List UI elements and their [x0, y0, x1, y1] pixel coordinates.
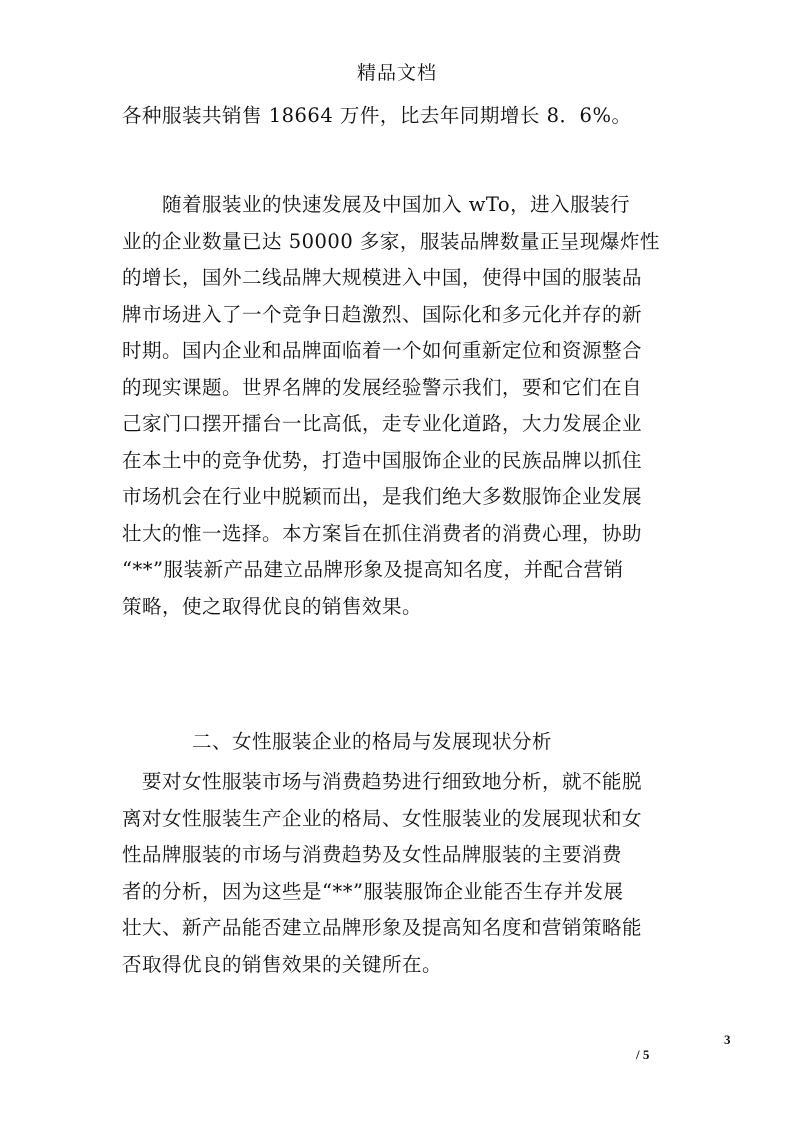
- paragraph-line: 性品牌服装的市场与消费趋势及女性品牌服装的主要消费: [122, 843, 623, 866]
- page-total: / 5: [636, 1047, 650, 1062]
- paragraph-line: 各种服装共销售 18664 万件，比去年同期增长 8．6%。: [122, 104, 632, 127]
- paragraph-line: 随着服装业的快速发展及中国加入 wTo，进入服装行: [122, 193, 631, 216]
- paragraph-line: 业的企业数量已达 50000 多家，服装品牌数量正呈现爆炸性: [122, 229, 660, 253]
- page-header-title: 精品文档: [356, 62, 437, 84]
- paragraph-line: 时期。国内企业和品牌面临着一个如何重新定位和资源整合: [122, 339, 643, 362]
- paragraph-line: 要对女性服装市场与消费趋势进行细致地分析，就不能脱: [122, 770, 643, 793]
- paragraph-line: 的现实课题。世界名牌的发展经验警示我们，要和它们在自: [122, 375, 643, 399]
- paragraph-line: 壮大、新产品能否建立品牌形象及提高知名度和营销策略能: [122, 916, 643, 939]
- paragraph-line: 的增长，国外二线品牌大规模进入中国，使得中国的服装品: [122, 266, 643, 289]
- paragraph-line: 市场机会在行业中脱颖而出，是我们绝大多数服饰企业发展: [122, 485, 643, 508]
- paragraph-line: 者的分析，因为这些是“**”服装服饰企业能否生存并发展: [122, 879, 624, 903]
- section-heading: 二、女性服装企业的格局与发展现状分析: [192, 730, 553, 753]
- paragraph-line: 离对女性服装生产企业的格局、女性服装业的发展现状和女: [122, 806, 643, 830]
- paragraph-line: 否取得优良的销售效果的关键所在。: [122, 952, 443, 976]
- paragraph-1: [122, 98, 682, 135]
- paragraph-2: [122, 187, 682, 625]
- paragraph-3: [122, 764, 682, 983]
- paragraph-line: 壮大的惟一选择。本方案旨在抓住消费者的消费心理，协助: [122, 521, 643, 545]
- paragraph-line: “**”服装新产品建立品牌形象及提高知名度，并配合营销: [122, 558, 624, 581]
- paragraph-line: 牌市场进入了一个竞争日趋激烈、国际化和多元化并存的新: [122, 302, 643, 326]
- page-number: 3: [724, 1032, 731, 1047]
- paragraph-line: 策略，使之取得优良的销售效果。: [122, 594, 423, 618]
- paragraph-line: 在本土中的竞争优势，打造中国服饰企业的民族品牌以抓住: [122, 448, 643, 472]
- paragraph-line: 己家门口摆开擂台一比高低，走专业化道路，大力发展企业: [122, 412, 643, 435]
